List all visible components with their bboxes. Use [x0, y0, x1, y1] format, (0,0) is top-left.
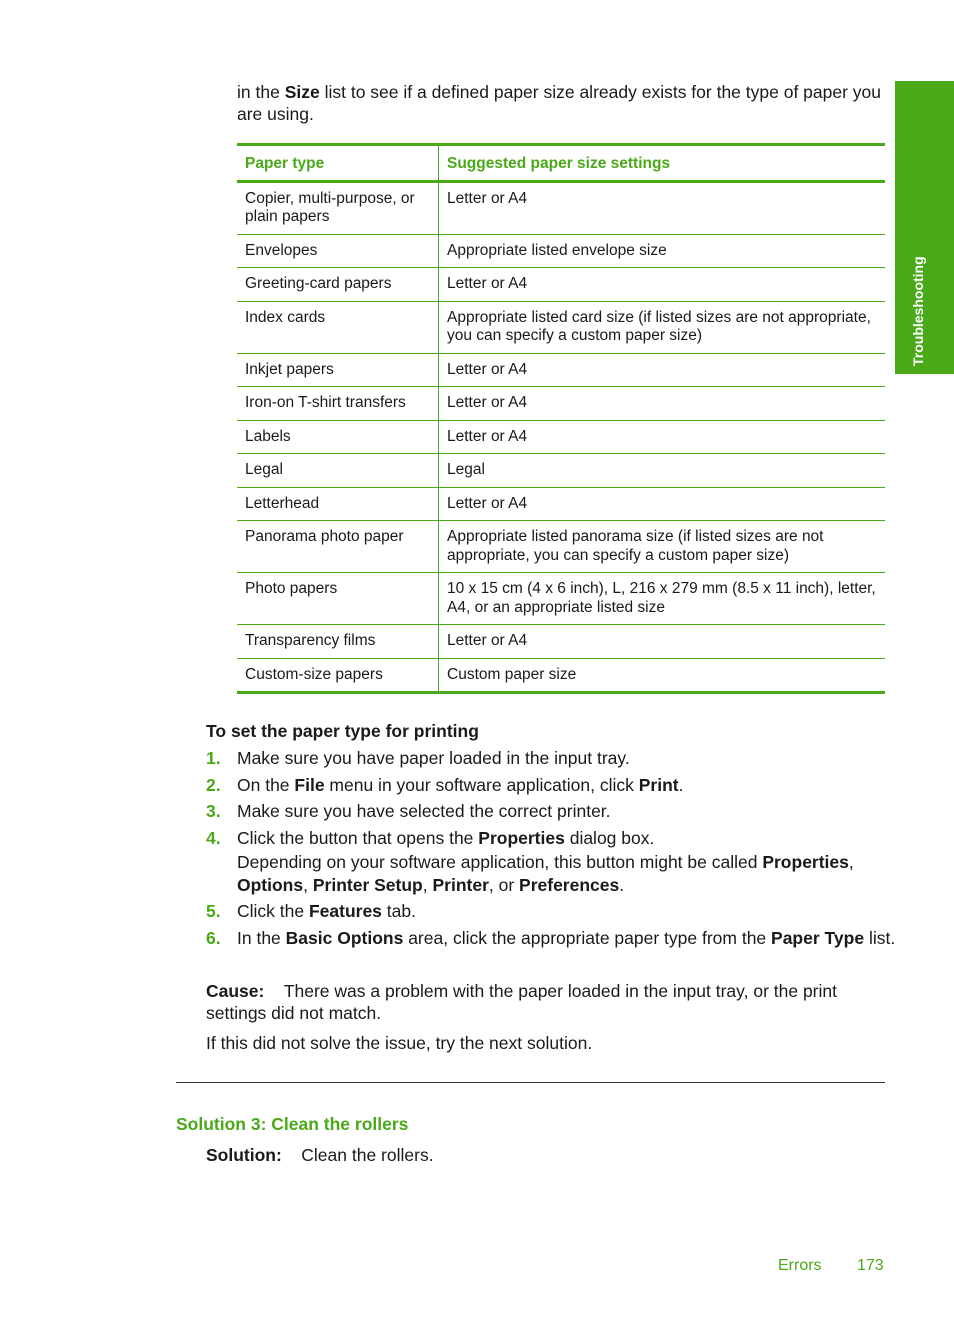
- table-row: [237, 353, 885, 387]
- table-row: [237, 268, 885, 302]
- cause-paragraph: [206, 980, 886, 1024]
- cell-paper-type: Panorama photo paper: [237, 521, 439, 573]
- cell-paper-type: Transparency films: [237, 625, 439, 659]
- header-suggested-size: Suggested paper size settings: [439, 145, 886, 182]
- footer-page-number: 173: [857, 1257, 884, 1274]
- section-divider: [176, 1082, 885, 1083]
- header-paper-type: Paper type: [237, 145, 439, 182]
- step-item: 2. On the File menu in your software application, click Print.: [206, 774, 684, 795]
- table-row: [237, 181, 885, 234]
- table-row: [237, 301, 885, 353]
- cell-paper-type: Photo papers: [237, 573, 439, 625]
- cell-size-setting: Custom paper size: [447, 665, 577, 683]
- cell-size-setting: 10 x 15 cm (4 x 6 inch), L, 216 x 279 mm (8.5 x 11 inch), letter, A4, or an appropriate listed size: [439, 573, 886, 625]
- table-row: [237, 521, 885, 573]
- table-row: [237, 234, 885, 268]
- table-row: [237, 658, 885, 693]
- procedure-steps: [206, 747, 896, 953]
- cell-paper-type: Letterhead: [237, 487, 439, 521]
- cell-size-setting: Letter or A4: [439, 487, 886, 521]
- cell-size-setting: Letter or A4: [439, 353, 886, 387]
- cell-size-setting: Appropriate listed card size (if listed sizes are not appropriate, you can specify a custom paper size): [439, 301, 886, 353]
- table-row: [237, 420, 885, 454]
- cell-size-setting: Letter or A4: [439, 387, 886, 421]
- table-row: [237, 387, 885, 421]
- table-row: [237, 573, 885, 625]
- cell-size-setting: Legal: [439, 454, 886, 488]
- step-number: 2.: [206, 774, 221, 795]
- step-number: 3.: [206, 801, 221, 821]
- cell-size-setting: Letter or A4: [439, 420, 886, 454]
- step-number: 5.: [206, 901, 221, 921]
- cell-paper-type: Copier, multi-purpose, or plain papers: [237, 181, 439, 234]
- table-row: [237, 487, 885, 521]
- cell-paper-type: Index cards: [237, 301, 439, 353]
- procedure-title: To set the paper type for printing: [206, 721, 479, 741]
- step-number: 6.: [206, 927, 221, 948]
- cell-paper-type: Iron-on T-shirt transfers: [237, 387, 439, 421]
- cell-size-setting: Letter or A4: [439, 268, 886, 302]
- step-note: Depending on your software application, this button might be called Properties, Options, Printer Setup, Printer, or Preferences.: [237, 851, 854, 895]
- next-solution-note: If this did not solve the issue, try the next solution.: [206, 1033, 593, 1053]
- solution-3-heading: Solution 3: Clean the rollers: [176, 1114, 409, 1134]
- cell-size-setting: Letter or A4: [439, 625, 886, 659]
- solution-text: Clean the rollers.: [301, 1145, 434, 1165]
- step-item: 1. Make sure you have paper loaded in the input tray.: [206, 748, 630, 768]
- step-number: 4.: [206, 827, 221, 848]
- step-item: 5. Click the Features tab.: [206, 901, 416, 921]
- step-number: 1.: [206, 748, 221, 768]
- step-item: 3. Make sure you have selected the correct printer.: [206, 801, 611, 821]
- cause-label: Cause:: [206, 981, 265, 1001]
- table-row: [237, 454, 885, 488]
- intro-paragraph: in the Size list to see if a defined paper size already exists for the type of paper you are using.: [237, 82, 882, 124]
- paper-size-table: [237, 143, 885, 694]
- side-tab-label: Troubleshooting: [910, 256, 926, 366]
- step-item: 4. Click the button that opens the Properties dialog box. Depending on your software application, this button might be called Properties, Options, Printer Setup, Printer, or Preferences.: [206, 827, 896, 897]
- step-item: 6. In the Basic Options area, click the appropriate paper type from the Paper Type list.: [206, 927, 896, 948]
- cell-size-setting: Appropriate listed panorama size (if listed sizes are not appropriate, you can specify a custom paper size): [439, 521, 886, 573]
- table-header-row: [237, 145, 885, 182]
- footer-section-name: Errors: [778, 1257, 822, 1274]
- cause-text: There was a problem with the paper loaded in the input tray, or the print settings did not match.: [206, 981, 837, 1023]
- solution-paragraph: [206, 1145, 434, 1166]
- table-row: [237, 625, 885, 659]
- cell-paper-type: Legal: [237, 454, 439, 488]
- cell-paper-type: Envelopes: [237, 234, 439, 268]
- cell-size-setting: Appropriate listed envelope size: [439, 234, 886, 268]
- cell-paper-type: Greeting-card papers: [237, 268, 439, 302]
- cell-paper-type: Custom-size papers: [237, 658, 439, 693]
- solution-label: Solution:: [206, 1145, 282, 1165]
- cell-paper-type: Labels: [237, 420, 439, 454]
- cell-size-setting: Letter or A4: [439, 181, 886, 234]
- cell-paper-type: Inkjet papers: [237, 353, 439, 387]
